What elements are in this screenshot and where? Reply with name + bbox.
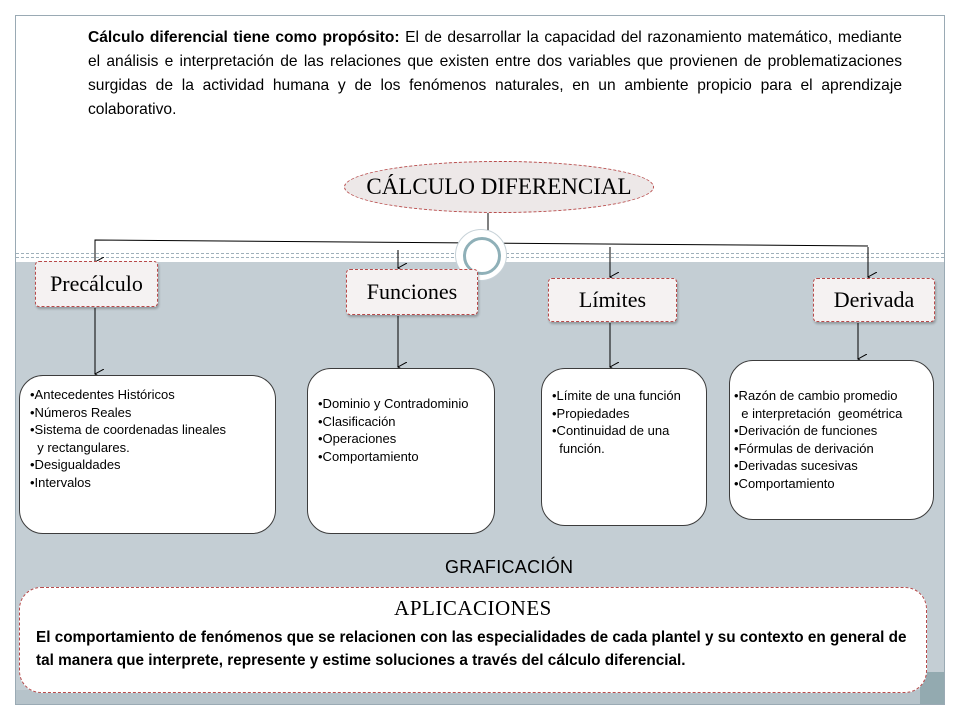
root-node-ellipse: CÁLCULO DIFERENCIAL (344, 161, 654, 213)
list-item: •Intervalos (30, 474, 91, 490)
list-item: •Derivación de funciones (734, 423, 878, 439)
intro-heading: Cálculo diferencial tiene como propósito: (88, 29, 400, 46)
category-precalculo: Precálculo (35, 261, 158, 307)
intro-text: El de desarrollar la capacidad del razonamiento matemático, mediante el análisis e interpretación de las relaciones que existen entre dos variables que provienen de problematizaciones surgidas de la actividad humana y de los fenómenos naturales, en un ambiente propicio para el aprendizaje colaborativo. (88, 29, 902, 118)
list-item: y rectangulares. (30, 439, 130, 455)
applications-title: APLICACIONES (394, 596, 552, 620)
list-item: •Comportamiento (734, 475, 835, 491)
list-item: •Fórmulas de derivación (734, 440, 874, 456)
box-derivada-topics (729, 360, 934, 520)
applications-text: El comportamiento de fenómenos que se relacionen con las especialidades de cada plantel y su contexto en general de tal manera que interprete, represente y estime soluciones a través del cálculo diferencial. (36, 629, 907, 669)
list-item: •Dominio y Contradominio (318, 396, 469, 411)
category-derivada: Derivada (813, 278, 935, 322)
category-limites: Límites (548, 278, 677, 322)
list-item: función. (552, 440, 605, 456)
list-item: •Desigualdades (30, 457, 121, 473)
list-item: •Límite de una función (552, 388, 681, 403)
list-item: •Sistema de coordenadas lineales (30, 422, 227, 438)
list-item: •Razón de cambio promedio (734, 388, 898, 403)
list-item: •Operaciones (318, 431, 397, 447)
list-item: •Continuidad de una (552, 423, 670, 439)
list-item: •Clasificación (318, 413, 396, 429)
list-item: •Comportamiento (318, 448, 419, 464)
box-precalculo-topics (19, 375, 276, 534)
category-funciones: Funciones (346, 269, 478, 315)
list-item: e interpretación geométrica (734, 405, 903, 421)
applications-box (19, 587, 927, 693)
graficacion-label: GRAFICACIÓN (445, 557, 574, 577)
list-item: •Propiedades (552, 405, 630, 421)
list-item: •Números Reales (30, 404, 132, 420)
box-limites-topics (541, 368, 707, 526)
list-item: •Derivadas sucesivas (734, 458, 858, 474)
list-item: •Antecedentes Históricos (30, 387, 175, 402)
box-funciones-topics (307, 368, 495, 534)
